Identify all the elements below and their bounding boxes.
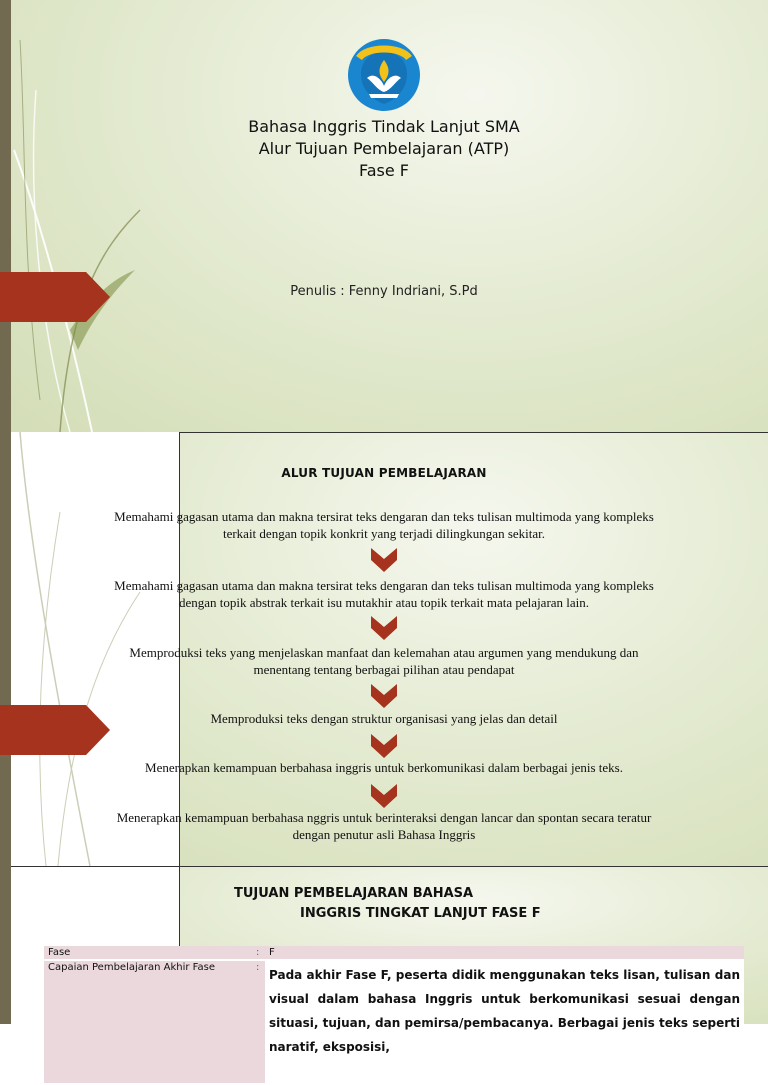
chevron-down-icon xyxy=(370,733,398,759)
flow-step-4 xyxy=(0,710,768,727)
table-row xyxy=(44,946,744,960)
table-separator: : xyxy=(252,946,265,960)
table-value: F xyxy=(265,946,744,960)
flow-step-6-line-2: dengan penutur asli Bahasa Inggris xyxy=(292,827,476,842)
tp-heading-line-2: INGGRIS TINGKAT LANJUT FASE F xyxy=(300,906,541,921)
title-line-2: Alur Tujuan Pembelajaran (ATP) xyxy=(258,139,510,158)
flow-step-3-line-1: Memproduksi teks yang menjelaskan manfaat dan kelemahan atau argumen yang mendukung dan xyxy=(129,645,639,660)
flow-step-1 xyxy=(0,508,768,542)
grass-decoration xyxy=(0,0,200,432)
frame-line xyxy=(11,866,768,867)
flow-step-6-line-1: Menerapkan kemampuan berbahasa nggris untuk berinteraksi dengan lancar dan spontan secara teratur xyxy=(116,810,652,825)
flow-step-2-line-1: Memahami gagasan utama dan makna tersirat teks dengaran dan teks tulisan multimoda yang kompleks xyxy=(114,578,654,593)
flow-step-3-line-2: menentang tentang berbagai pilihan atau pendapat xyxy=(253,662,515,677)
flow-step-5-line-1: Menerapkan kemampuan berbahasa inggris untuk berkomunikasi dalam berbagai jenis teks. xyxy=(145,760,623,775)
flow-step-4-line-1: Memproduksi teks dengan struktur organisasi yang jelas dan detail xyxy=(210,711,558,726)
flow-step-1-line-1: Memahami gagasan utama dan makna tersirat teks dengaran dan teks tulisan multimoda yang kompleks xyxy=(114,509,654,524)
flow-step-6 xyxy=(0,809,768,843)
table-label: Fase xyxy=(44,946,252,960)
title-line-1: Bahasa Inggris Tindak Lanjut SMA xyxy=(248,117,520,136)
flow-step-1-line-2: terkait dengan topik konkrit yang terjadi dilingkungan sekitar. xyxy=(222,526,546,541)
flow-step-2 xyxy=(0,577,768,611)
flow-step-2-line-2: dengan topik abstrak terkait isu mutakhir atau topik terkait mata pelajaran lain. xyxy=(178,595,590,610)
tp-heading-line-1: TUJUAN PEMBELAJARAN BAHASA xyxy=(234,886,474,901)
atp-heading: ALUR TUJUAN PEMBELAJARAN xyxy=(281,466,487,480)
left-accent-strip xyxy=(0,866,11,1024)
frame-line xyxy=(179,432,768,433)
title-slide xyxy=(0,0,768,432)
capaian-table xyxy=(44,946,744,1085)
table-separator: : xyxy=(252,960,265,1084)
table-row xyxy=(44,960,744,1084)
table-value: Pada akhir Fase F, peserta didik menggunakan teks lisan, tulisan dan visual dalam bahasa Inggris untuk berkomunikasi sesuai dengan situasi, tujuan, dan pemirsa/pembacanya. Berbagai jenis teks seperti naratif, eksposisi, xyxy=(265,960,744,1084)
chevron-down-icon xyxy=(370,615,398,641)
chevron-down-icon xyxy=(370,547,398,573)
author-line: Penulis : Fenny Indriani, S.Pd xyxy=(290,284,478,299)
flow-step-3 xyxy=(0,644,768,678)
title-line-3: Fase F xyxy=(358,161,409,180)
atp-flow-slide xyxy=(0,432,768,866)
chevron-down-icon xyxy=(370,683,398,709)
flow-step-5 xyxy=(0,759,768,776)
table-label: Capaian Pembelajaran Akhir Fase xyxy=(44,960,252,1084)
chevron-down-icon xyxy=(370,783,398,809)
title-block xyxy=(0,116,768,182)
tut-wuri-handayani-logo xyxy=(347,38,421,112)
